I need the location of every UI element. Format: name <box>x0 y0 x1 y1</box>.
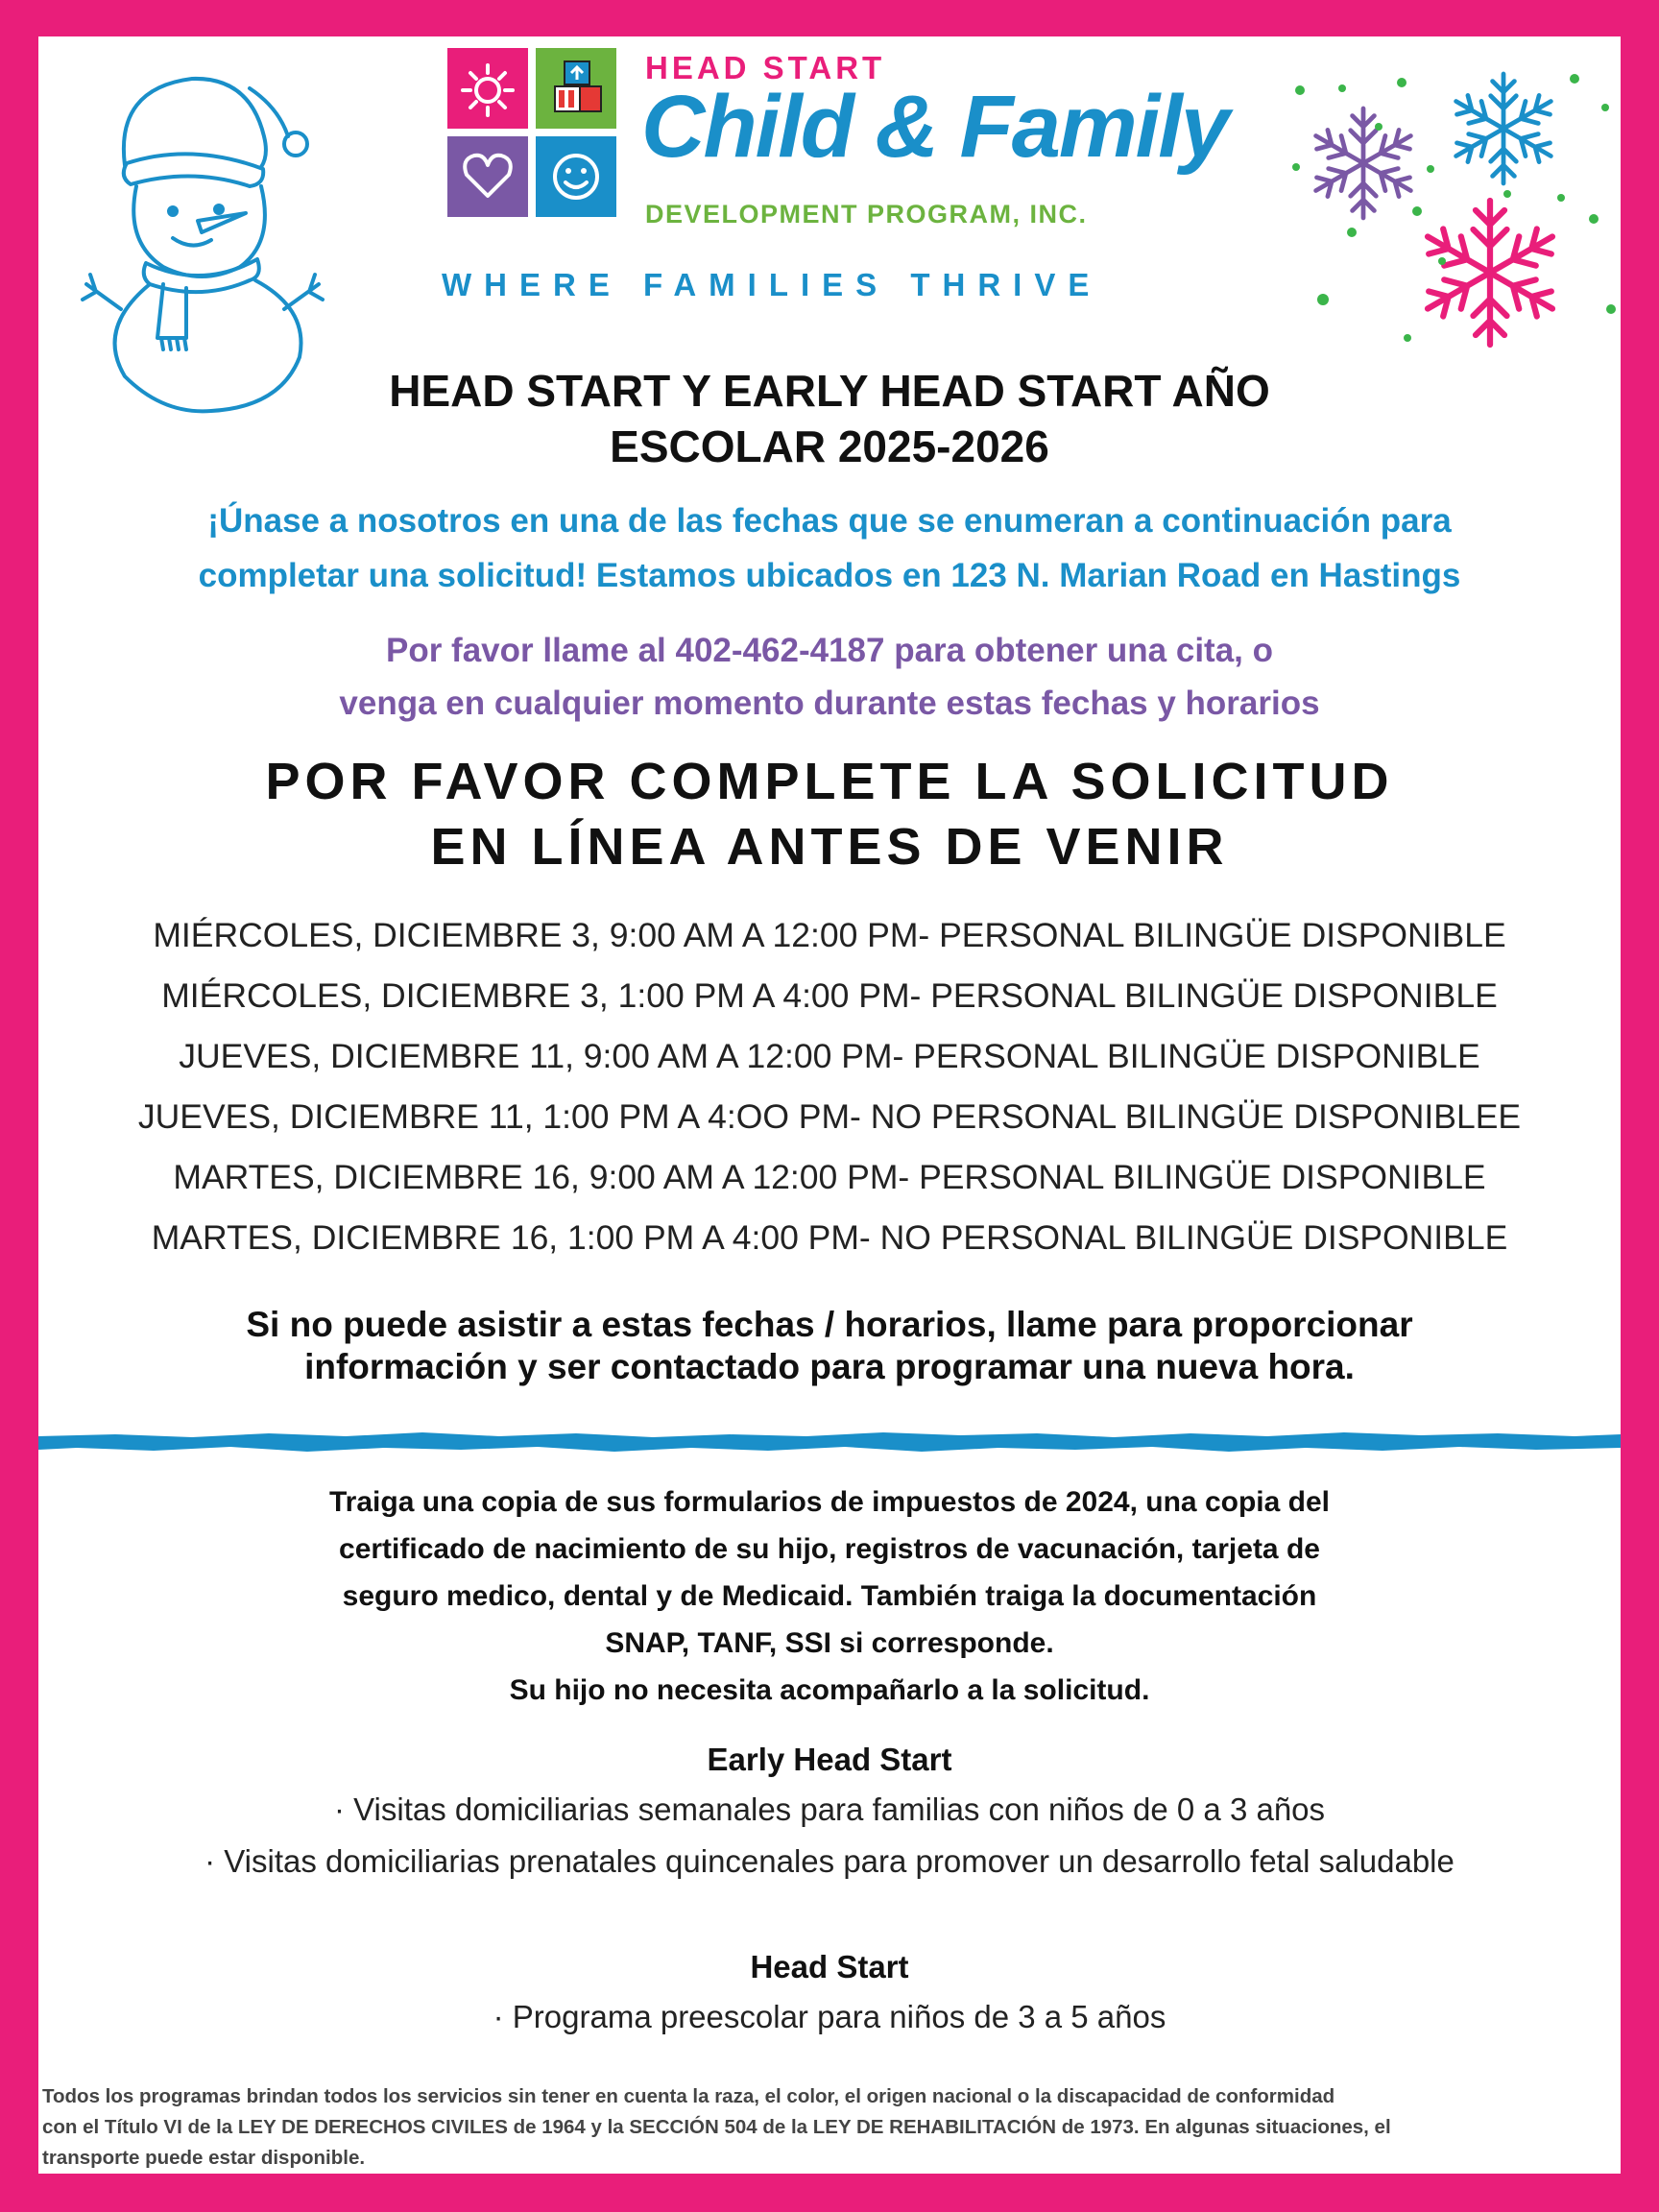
early-head-start-title: Early Head Start <box>707 1742 952 1777</box>
online-application-heading <box>38 749 1621 879</box>
program-item: · Visitas domiciliarias semanales para familias con niños de 0 a 3 años <box>333 1791 1326 1827</box>
title-line-2: ESCOLAR 2025-2026 <box>610 421 1049 471</box>
schedule-list <box>38 905 1621 1268</box>
heading-line-1: POR FAVOR COMPLETE LA SOLICITUD <box>265 753 1394 810</box>
schedule-item: MARTES, DICIEMBRE 16, 9:00 AM A 12:00 PM- PERSONAL BILINGÜE DISPONIBLE <box>173 1158 1486 1196</box>
page-title <box>38 363 1621 474</box>
sun-icon <box>447 48 528 129</box>
intro-blue-line-1: ¡Únase a nosotros en una de las fechas que se enumeran a continuación para <box>207 502 1452 540</box>
contact-note <box>38 1304 1621 1388</box>
heart-icon <box>447 136 528 217</box>
program-item: · Programa preescolar para niños de 3 a 5 años <box>493 1999 1166 2034</box>
intro-blue-line-2: completar una solicitud! Estamos ubicados en 123 N. Marian Road en Hastings <box>198 557 1461 594</box>
schedule-item: MIÉRCOLES, DICIEMBRE 3, 1:00 PM A 4:00 PM- PERSONAL BILINGÜE DISPONIBLE <box>161 976 1498 1015</box>
logo-heart-tile <box>447 136 528 217</box>
intro-blue <box>38 493 1621 603</box>
logo-sun-tile <box>447 48 528 129</box>
snowflakes-icon <box>1286 50 1621 367</box>
schedule-item: MIÉRCOLES, DICIEMBRE 3, 9:00 AM A 12:00 PM- PERSONAL BILINGÜE DISPONIBLE <box>153 916 1506 954</box>
contact-note-line-1: Si no puede asistir a estas fechas / horarios, llame para proporcionar <box>246 1305 1413 1344</box>
head-start-section <box>38 1943 1621 2043</box>
title-line-1: HEAD START Y EARLY HEAD START AÑO <box>389 366 1270 416</box>
documents-to-bring <box>38 1479 1621 1714</box>
schedule-item: JUEVES, DICIEMBRE 11, 9:00 AM A 12:00 PM- PERSONAL BILINGÜE DISPONIBLE <box>179 1037 1480 1075</box>
early-head-start-section <box>38 1736 1621 1887</box>
bring-line: Su hijo no necesita acompañarlo a la solicitud. <box>509 1674 1150 1706</box>
intro-purple <box>38 624 1621 730</box>
footer-line-2: con el Título VI de la LEY DE DERECHOS CIVILES de 1964 y la SECCIÓN 504 de la LEY DE REHABILITACIÓN de 1973. En algunas situaciones, el <box>42 2116 1391 2138</box>
heading-line-2: EN LÍNEA ANTES DE VENIR <box>430 818 1229 876</box>
schedule-item: MARTES, DICIEMBRE 16, 1:00 PM A 4:00 PM- NO PERSONAL BILINGÜE DISPONIBLE <box>151 1218 1508 1257</box>
brand-name: Child & Family <box>641 78 1228 176</box>
brand-tagline: WHERE FAMILIES THRIVE <box>442 267 1102 302</box>
program-item: · Visitas domiciliarias prenatales quincenales para promover un desarrollo fetal saludable <box>204 1843 1455 1879</box>
intro-purple-line-2: venga en cualquier momento durante estas fechas y horarios <box>339 685 1320 722</box>
flyer-page <box>38 36 1621 2174</box>
bring-line: SNAP, TANF, SSI si corresponde. <box>605 1627 1054 1659</box>
schedule-item: JUEVES, DICIEMBRE 11, 1:00 PM A 4:OO PM- NO PERSONAL BILINGÜE DISPONIBLEE <box>137 1097 1522 1136</box>
bring-line: certificado de nacimiento de su hijo, registros de vacunación, tarjeta de <box>339 1533 1320 1565</box>
bring-line: Traiga una copia de sus formularios de impuestos de 2024, una copia del <box>329 1486 1330 1518</box>
brush-divider <box>38 1431 1621 1454</box>
footer-line-1: Todos los programas brindan todos los servicios sin tener en cuenta la raza, el color, el origen nacional o la discapacidad de conformidad <box>42 2085 1335 2107</box>
bring-line: seguro medico, dental y de Medicaid. También traiga la documentación <box>342 1580 1317 1612</box>
footer-disclaimer <box>42 2081 1617 2174</box>
footer-line-3: transporte puede estar disponible. <box>42 2147 366 2169</box>
logo-blocks-tile <box>536 48 616 129</box>
contact-note-line-2: información y ser contactado para programar una nueva hora. <box>304 1347 1355 1386</box>
smile-icon <box>536 136 616 217</box>
snowman-icon <box>58 50 355 415</box>
logo-smile-tile <box>536 136 616 217</box>
brand-head-start: HEAD START <box>645 50 886 85</box>
blocks-icon <box>536 48 616 129</box>
intro-purple-line-1: Por favor llame al 402-462-4187 para obtener una cita, o <box>385 632 1273 669</box>
logo-tiles <box>447 48 616 217</box>
head-start-title: Head Start <box>750 1949 909 1984</box>
brand-subtitle: DEVELOPMENT PROGRAM, INC. <box>645 200 1088 228</box>
